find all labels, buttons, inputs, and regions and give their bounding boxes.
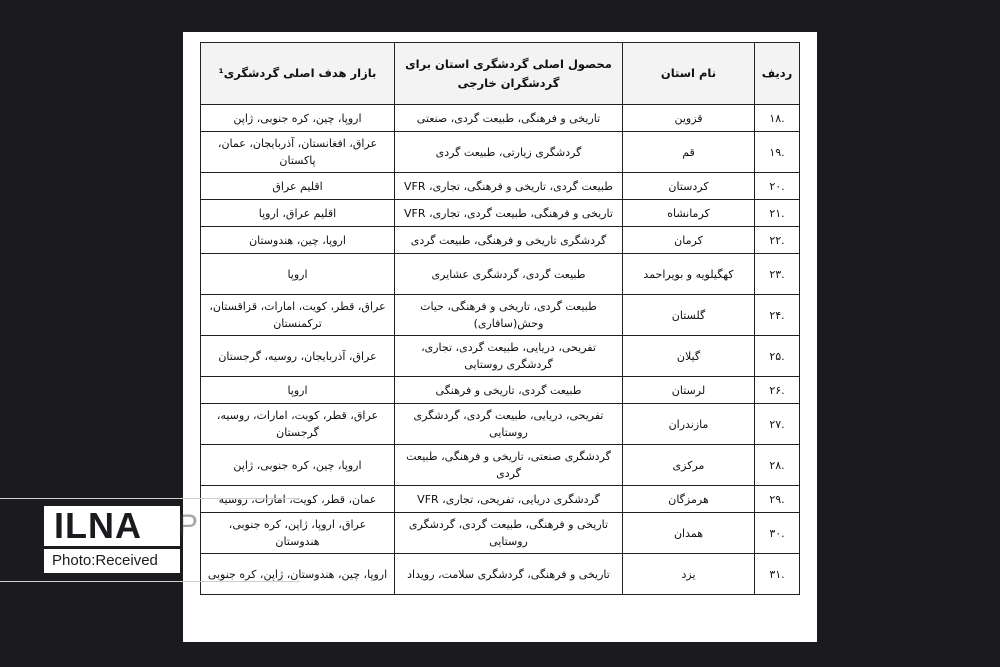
cell-market: اروپا bbox=[201, 377, 395, 404]
cell-product: طبیعت گردی، تاریخی و فرهنگی، حیات وحش(سافاری) bbox=[395, 295, 623, 336]
photo-credit: Photo:Received bbox=[44, 549, 180, 573]
cell-province: گیلان bbox=[623, 336, 755, 377]
table-row bbox=[201, 336, 800, 377]
header-row-no: ردیف bbox=[755, 43, 800, 105]
cell-row-no: .۲۶ bbox=[755, 377, 800, 404]
cell-province: هرمزگان bbox=[623, 486, 755, 513]
watermark-ghost-text: P bbox=[178, 509, 201, 542]
cell-product: گردشگری تاریخی و فرهنگی، طبیعت گردی bbox=[395, 227, 623, 254]
cell-row-no: .۲۴ bbox=[755, 295, 800, 336]
cell-product: تاریخی و فرهنگی، گردشگری سلامت، رویداد bbox=[395, 554, 623, 595]
cell-product: تاریخی و فرهنگی، طبیعت گردی، صنعتی bbox=[395, 105, 623, 132]
cell-row-no: .۲۷ bbox=[755, 404, 800, 445]
cell-market: اروپا، چین، کره جنوبی، ژاپن bbox=[201, 445, 395, 486]
cell-market: عراق، قطر، کویت، امارات، روسیه، گرجستان bbox=[201, 404, 395, 445]
cell-market: اروپا، چین، کره جنوبی، ژاپن bbox=[201, 105, 395, 132]
cell-product: تفریحی، دریایی، طبیعت گردی، تجاری، گردشگری روستایی bbox=[395, 336, 623, 377]
table-row bbox=[201, 132, 800, 173]
cell-market: عمان، قطر، کویت، امارات، روسیه bbox=[201, 486, 395, 513]
header-province: نام استان bbox=[623, 43, 755, 105]
cell-product: طبیعت گردی، تاریخی و فرهنگی bbox=[395, 377, 623, 404]
cell-province: کرمان bbox=[623, 227, 755, 254]
cell-market: عراق، افغانستان، آذربایجان، عمان، پاکستان bbox=[201, 132, 395, 173]
cell-product: گردشگری زیارتی، طبیعت گردی bbox=[395, 132, 623, 173]
cell-market: اقلیم عراق، اروپا bbox=[201, 200, 395, 227]
cell-province: همدان bbox=[623, 513, 755, 554]
table-row bbox=[201, 295, 800, 336]
cell-market: اروپا، چین، هندوستان bbox=[201, 227, 395, 254]
header-market: بازار هدف اصلی گردشگری¹ bbox=[201, 43, 395, 105]
cell-market: اقلیم عراق bbox=[201, 173, 395, 200]
cell-market: عراق، قطر، کویت، امارات، قزاقستان، ترکمنستان bbox=[201, 295, 395, 336]
table-row bbox=[201, 254, 800, 295]
cell-province: قم bbox=[623, 132, 755, 173]
cell-row-no: .۲۵ bbox=[755, 336, 800, 377]
cell-province: لرستان bbox=[623, 377, 755, 404]
cell-product: طبیعت گردی، تاریخی و فرهنگی، تجاری، VFR bbox=[395, 173, 623, 200]
cell-province: مازندران bbox=[623, 404, 755, 445]
cell-row-no: .۲۱ bbox=[755, 200, 800, 227]
cell-province: کرمانشاه bbox=[623, 200, 755, 227]
cell-product: گردشگری صنعتی، تاریخی و فرهنگی، طبیعت گردی bbox=[395, 445, 623, 486]
cell-province: گلستان bbox=[623, 295, 755, 336]
cell-product: تاریخی و فرهنگی، طبیعت گردی، تجاری، VFR bbox=[395, 200, 623, 227]
cell-market: اروپا bbox=[201, 254, 395, 295]
cell-province: مرکزی bbox=[623, 445, 755, 486]
table-row bbox=[201, 173, 800, 200]
cell-row-no: .۲۳ bbox=[755, 254, 800, 295]
cell-province: کردستان bbox=[623, 173, 755, 200]
cell-row-no: .۳۱ bbox=[755, 554, 800, 595]
cell-row-no: .۱۹ bbox=[755, 132, 800, 173]
cell-province: کهگیلویه و بویراحمد bbox=[623, 254, 755, 295]
cell-row-no: .۲۸ bbox=[755, 445, 800, 486]
cell-province: یزد bbox=[623, 554, 755, 595]
table-row bbox=[201, 105, 800, 132]
table-row bbox=[201, 377, 800, 404]
cell-row-no: .۳۰ bbox=[755, 513, 800, 554]
table-row bbox=[201, 404, 800, 445]
header-product: محصول اصلی گردشگری استان برای گردشگران خارجی bbox=[395, 43, 623, 105]
cell-row-no: .۲۰ bbox=[755, 173, 800, 200]
cell-product: گردشگری دریایی، تفریحی، تجاری، VFR bbox=[395, 486, 623, 513]
ilna-logo: ILNA bbox=[44, 506, 180, 546]
table-row bbox=[201, 227, 800, 254]
cell-product: طبیعت گردی، گردشگری عشایری bbox=[395, 254, 623, 295]
table-row bbox=[201, 200, 800, 227]
table-row bbox=[201, 445, 800, 486]
cell-row-no: .۱۸ bbox=[755, 105, 800, 132]
cell-product: تفریحی، دریایی، طبیعت گردی، گردشگری روستایی bbox=[395, 404, 623, 445]
cell-product: تاریخی و فرهنگی، طبیعت گردی، گردشگری روستایی bbox=[395, 513, 623, 554]
cell-province: قزوین bbox=[623, 105, 755, 132]
table-header-row bbox=[201, 43, 800, 105]
cell-market: اروپا، چین، هندوستان، ژاپن، کره جنوبی bbox=[201, 554, 395, 595]
cell-market: عراق، اروپا، ژاپن، کره جنوبی، هندوستان bbox=[201, 513, 395, 554]
cell-market: عراق، آذربایجان، روسیه، گرجستان bbox=[201, 336, 395, 377]
cell-row-no: .۲۲ bbox=[755, 227, 800, 254]
cell-row-no: .۲۹ bbox=[755, 486, 800, 513]
